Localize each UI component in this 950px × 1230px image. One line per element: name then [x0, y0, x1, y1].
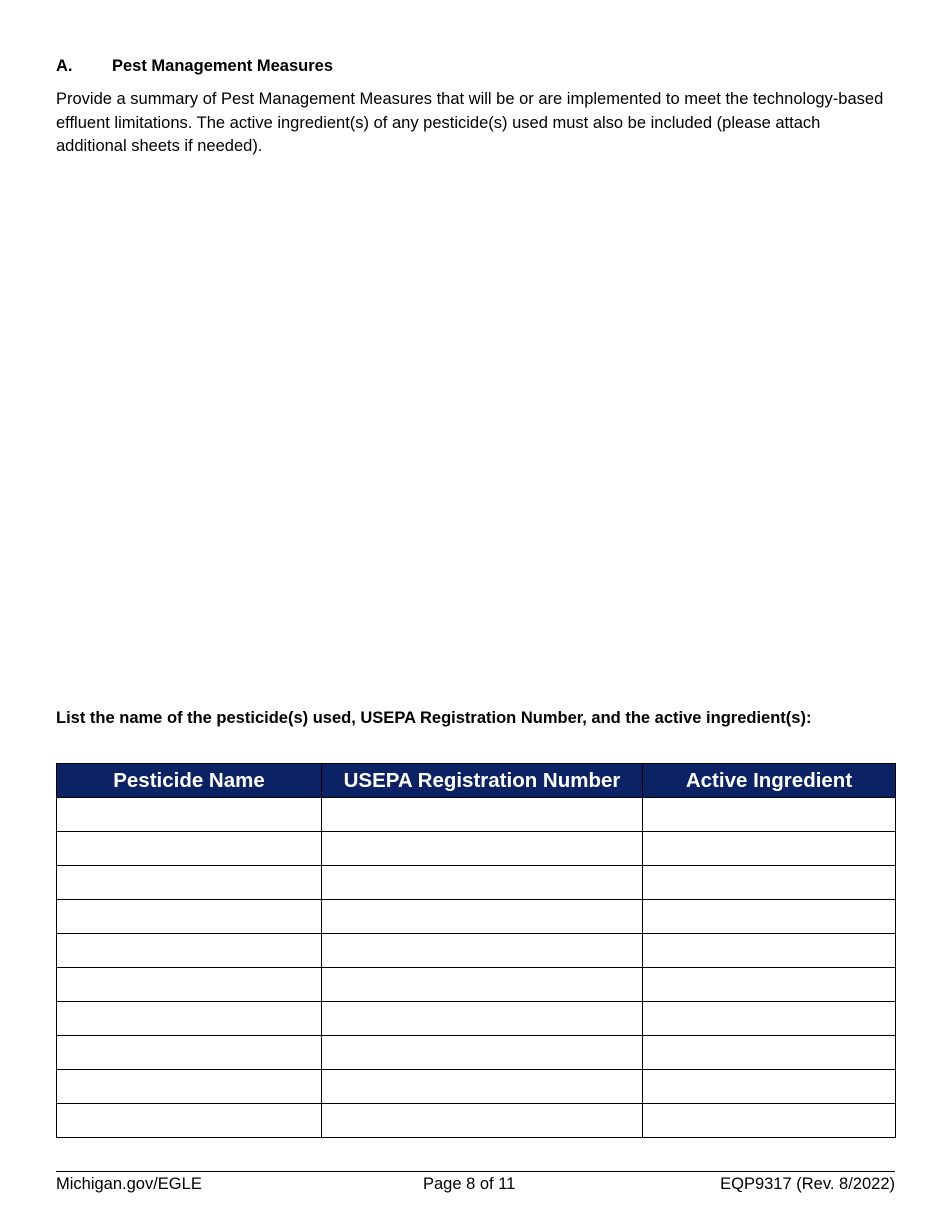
active-ingredient-cell[interactable]: [643, 866, 896, 900]
pesticide-name-cell[interactable]: [57, 798, 322, 832]
table-row: [57, 1036, 896, 1070]
section-instructions: Provide a summary of Pest Management Measures that will be or are implemented to meet the technology-based effluent limitations. The active ingredient(s) of any pesticide(s) used must also be included (please attach additional sheets if needed).: [56, 90, 884, 155]
active-ingredient-cell[interactable]: [643, 1070, 896, 1104]
form-page: [56, 0, 895, 1230]
column-header-pesticide-name: Pesticide Name: [57, 764, 322, 798]
table-header-row: [57, 764, 896, 798]
table-row: [57, 900, 896, 934]
column-header-usepa-registration-number: USEPA Registration Number: [322, 764, 643, 798]
table-row: [57, 866, 896, 900]
pesticide-name-cell[interactable]: [57, 1002, 322, 1036]
pesticide-table: [56, 763, 896, 1138]
table-row: [57, 1070, 896, 1104]
active-ingredient-cell[interactable]: [643, 1104, 896, 1138]
pesticide-list-heading: List the name of the pesticide(s) used, USEPA Registration Number, and the active ingredient(s):: [56, 709, 812, 727]
usepa-registration-number-cell[interactable]: [322, 1104, 643, 1138]
pest-management-summary-area[interactable]: [56, 165, 895, 695]
usepa-registration-number-cell[interactable]: [322, 1002, 643, 1036]
usepa-registration-number-cell[interactable]: [322, 798, 643, 832]
usepa-registration-number-cell[interactable]: [322, 934, 643, 968]
table-row: [57, 798, 896, 832]
footer-divider: [56, 1171, 895, 1172]
pesticide-name-cell[interactable]: [57, 1070, 322, 1104]
section-letter: A.: [56, 57, 73, 75]
footer-page-number: Page 8 of 11: [423, 1175, 516, 1193]
section-heading: [56, 57, 333, 76]
table-row: [57, 832, 896, 866]
table-row: [57, 1002, 896, 1036]
active-ingredient-cell[interactable]: [643, 798, 896, 832]
table-row: [57, 968, 896, 1002]
active-ingredient-cell[interactable]: [643, 934, 896, 968]
active-ingredient-cell[interactable]: [643, 1036, 896, 1070]
active-ingredient-cell[interactable]: [643, 900, 896, 934]
usepa-registration-number-cell[interactable]: [322, 1070, 643, 1104]
usepa-registration-number-cell[interactable]: [322, 1036, 643, 1070]
pesticide-name-cell[interactable]: [57, 866, 322, 900]
pesticide-name-cell[interactable]: [57, 1036, 322, 1070]
pesticide-name-cell[interactable]: [57, 1104, 322, 1138]
active-ingredient-cell[interactable]: [643, 1002, 896, 1036]
usepa-registration-number-cell[interactable]: [322, 900, 643, 934]
pesticide-name-cell[interactable]: [57, 900, 322, 934]
active-ingredient-cell[interactable]: [643, 968, 896, 1002]
section-title: Pest Management Measures: [112, 57, 334, 75]
usepa-registration-number-cell[interactable]: [322, 866, 643, 900]
active-ingredient-cell[interactable]: [643, 832, 896, 866]
column-header-active-ingredient: Active Ingredient: [643, 764, 896, 798]
footer-website: Michigan.gov/EGLE: [56, 1175, 202, 1193]
footer-form-id: EQP9317 (Rev. 8/2022): [720, 1175, 895, 1193]
usepa-registration-number-cell[interactable]: [322, 832, 643, 866]
table-row: [57, 1104, 896, 1138]
table-row: [57, 934, 896, 968]
pesticide-name-cell[interactable]: [57, 968, 322, 1002]
usepa-registration-number-cell[interactable]: [322, 968, 643, 1002]
pesticide-name-cell[interactable]: [57, 832, 322, 866]
pesticide-name-cell[interactable]: [57, 934, 322, 968]
